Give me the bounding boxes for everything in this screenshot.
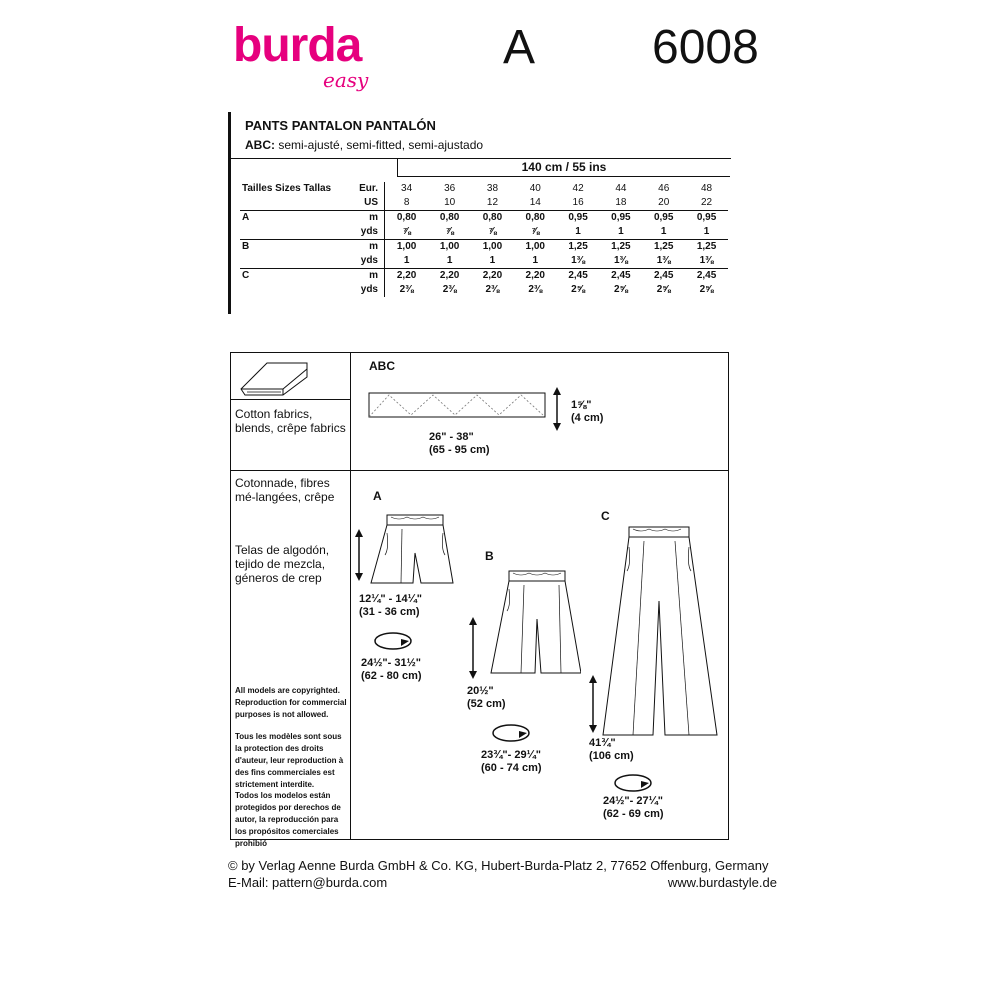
yard-value: 1: [489, 255, 496, 266]
meter-value: 0,80: [385, 211, 429, 226]
fabric-row-yds: [240, 283, 728, 297]
view-c-hem-icon: [611, 771, 661, 795]
size-label: Tailles Sizes Tallas: [242, 183, 332, 194]
meter-value: 0,80: [514, 211, 557, 226]
eur-size: 38: [486, 183, 499, 194]
us-size: 14: [529, 197, 541, 208]
meter-value: 1,00: [471, 240, 514, 255]
meter-unit: m: [348, 211, 385, 226]
yard-value: 2⅝: [656, 284, 671, 295]
eur-size: 46: [658, 183, 670, 194]
view-b-hem-icon: [489, 721, 539, 745]
diagram-panel: [230, 352, 729, 848]
fabric-sidebar: [231, 353, 351, 848]
meter-value: 1,25: [642, 240, 685, 255]
view-a-length-cm: (31 - 36 cm): [359, 606, 420, 618]
fabrics-en: Cotton fabrics, blends, crêpe fabrics: [235, 407, 346, 435]
view-a-hem-cm: (62 - 80 cm): [361, 670, 422, 682]
meter-value: 2,20: [428, 269, 471, 284]
waistband-box: [351, 353, 728, 471]
meter-value: 2,45: [599, 269, 642, 284]
logo-main: burda: [233, 19, 362, 72]
burda-logo: [233, 20, 393, 92]
fabric-row-m: [240, 240, 728, 255]
fit-prefix: ABC:: [245, 138, 275, 152]
meter-value: 1,25: [599, 240, 642, 255]
fabric-table: [240, 182, 728, 297]
meter-value: 1,25: [685, 240, 728, 255]
yard-value: 1: [575, 226, 581, 237]
eur-size: 36: [444, 183, 456, 194]
meter-value: 1,25: [557, 240, 600, 255]
view-a-hem-in: 24½"- 31½": [361, 657, 421, 669]
waistband-length: [429, 431, 490, 457]
meter-value: 0,95: [642, 211, 685, 226]
meter-unit: m: [348, 240, 385, 255]
view-b-length-in: 20½": [467, 685, 494, 697]
view-label-blank: [240, 254, 348, 269]
waistband-length-in: 26" - 38": [429, 431, 474, 443]
fit-line: [245, 138, 483, 152]
eur-size: 34: [401, 183, 413, 194]
eur-size: 44: [615, 183, 627, 194]
size-label-blank: [240, 196, 348, 211]
us-size: 12: [486, 197, 499, 208]
yard-value: 1: [446, 255, 453, 266]
yard-value: 1⅜: [656, 255, 671, 266]
yard-value: 2⅝: [699, 284, 714, 295]
yard-value: 1: [618, 226, 624, 237]
view-b-hem-cm: (60 - 74 cm): [481, 762, 542, 774]
meter-value: 2,20: [385, 269, 429, 284]
meter-value: 0,95: [557, 211, 600, 226]
eur-size: 40: [529, 183, 541, 194]
eur-label: Eur.: [348, 182, 385, 196]
view-c-hem-in: 24½"- 27¼": [603, 795, 663, 807]
yard-value: 2⅝: [613, 284, 628, 295]
view-c-pants: [581, 521, 727, 741]
view-b-bermudas: [461, 563, 581, 687]
view-letter: A: [503, 21, 536, 74]
view-c-hem: [603, 795, 664, 821]
yard-unit: yds: [348, 254, 385, 269]
fit-text: semi-ajusté, semi-fitted, semi-ajustado: [275, 138, 484, 152]
garment-title: PANTS PANTALON PANTALÓN: [245, 118, 436, 133]
yard-value: 2⅜: [485, 284, 500, 295]
yard-value: ⅞: [445, 226, 454, 237]
fabric-bolt-icon: [237, 357, 313, 397]
fabric-width: 140 cm / 55 ins: [397, 158, 730, 177]
waistband-width-in: 1⅝": [571, 399, 592, 411]
footer-website[interactable]: www.burdastyle.de: [667, 875, 777, 890]
meter-value: 2,45: [685, 269, 728, 284]
meter-value: 1,00: [514, 240, 557, 255]
us-size: 16: [572, 197, 584, 208]
size-row-eur: [240, 182, 728, 196]
fabric-requirements: [228, 112, 731, 314]
view-a-hem-icon: [371, 629, 421, 653]
view-a-length: [359, 593, 422, 619]
view-label-blank: [240, 225, 348, 240]
view-b-length: [467, 685, 506, 711]
yard-value: ⅞: [488, 226, 497, 237]
yard-value: 2⅜: [399, 284, 414, 295]
meter-unit: m: [348, 269, 385, 284]
us-size: 10: [444, 197, 456, 208]
waistband-width: [571, 399, 603, 425]
meter-value: 2,20: [471, 269, 514, 284]
view-c-length-cm: (106 cm): [589, 750, 634, 762]
yard-unit: yds: [348, 225, 385, 240]
meter-value: 0,95: [599, 211, 642, 226]
yard-value: 1⅜: [699, 255, 714, 266]
yard-value: ⅞: [531, 226, 540, 237]
view-c-length-in: 41¾": [589, 737, 616, 749]
waistband-drawing: [351, 383, 728, 443]
us-size: 18: [615, 197, 627, 208]
fabric-row-m: [240, 211, 728, 226]
waistband-width-cm: (4 cm): [571, 412, 604, 424]
meter-value: 1,00: [385, 240, 429, 255]
yard-value: 1: [403, 255, 410, 266]
yard-value: 1⅜: [571, 255, 586, 266]
meter-value: 0,80: [428, 211, 471, 226]
waistband-length-cm: (65 - 95 cm): [429, 444, 490, 456]
copyright-en: All models are copyrighted. Reproduction for commercial purposes is not allowed.: [235, 686, 347, 719]
yard-value: 2⅜: [528, 284, 543, 295]
view-b-hem-in: 23¾"- 29¼": [481, 749, 541, 761]
meter-value: 0,80: [471, 211, 514, 226]
eur-size: 42: [572, 183, 584, 194]
view-a-hem: [361, 657, 422, 683]
copyright-es: Todos los modelos están protegidos por derechos de autor, la reproducción para los propósitos comerciales prohibió: [235, 791, 341, 848]
view-c-label: C: [601, 509, 610, 523]
fabric-row-m: [240, 269, 728, 284]
us-label: US: [348, 196, 385, 211]
view-label: A: [240, 211, 348, 226]
copyright-fr: Tous les modèles sont sous la protection des droits d'auteur, leur reproduction à des fins commerciales est strictement interdite.: [235, 732, 344, 789]
us-size: 22: [700, 197, 713, 208]
meter-value: 2,20: [514, 269, 557, 284]
meter-value: 2,45: [642, 269, 685, 284]
yard-value: 1: [532, 255, 539, 266]
yard-value: 2⅝: [571, 284, 586, 295]
yard-value: 1⅜: [613, 255, 628, 266]
footer-copyright: © by Verlag Aenne Burda GmbH & Co. KG, Hubert-Burda-Platz 2, 77652 Offenburg, Germany: [228, 858, 769, 873]
view-a-length-in: 12¼" - 14¼": [359, 593, 423, 605]
view-c-hem-cm: (62 - 69 cm): [603, 808, 664, 820]
fabrics-fr: Cotonnade, fibres mé-langées, crêpe: [235, 476, 335, 504]
us-size: 20: [658, 197, 670, 208]
view-b-label: B: [485, 549, 494, 563]
footer-email[interactable]: E-Mail: pattern@burda.com: [228, 875, 388, 890]
yard-unit: yds: [348, 283, 385, 297]
pattern-number: 6008: [652, 21, 759, 74]
size-row-us: [240, 196, 728, 211]
meter-value: 0,95: [685, 211, 728, 226]
view-label: B: [240, 240, 348, 255]
yard-value: 1: [660, 226, 667, 237]
us-size: 8: [403, 197, 410, 208]
yard-value: ⅞: [402, 226, 411, 237]
meter-value: 1,00: [428, 240, 471, 255]
view-a-shorts: [351, 503, 461, 593]
logo-sub: easy: [323, 68, 369, 92]
yard-value: 2⅜: [442, 284, 457, 295]
view-a-label: A: [373, 489, 382, 503]
waistband-label: ABC: [369, 359, 395, 373]
yard-value: 1: [703, 226, 710, 237]
view-c-length: [589, 737, 634, 763]
view-label: C: [240, 269, 348, 284]
eur-size: 48: [700, 183, 713, 194]
fabric-row-yds: [240, 254, 728, 269]
fabrics-es: Telas de algodón, tejido de mezcla, géneros de crep: [235, 543, 330, 585]
view-b-length-cm: (52 cm): [467, 698, 506, 710]
view-label-blank: [240, 283, 348, 297]
meter-value: 2,45: [557, 269, 600, 284]
fabric-row-yds: [240, 225, 728, 240]
view-b-hem: [481, 749, 542, 775]
